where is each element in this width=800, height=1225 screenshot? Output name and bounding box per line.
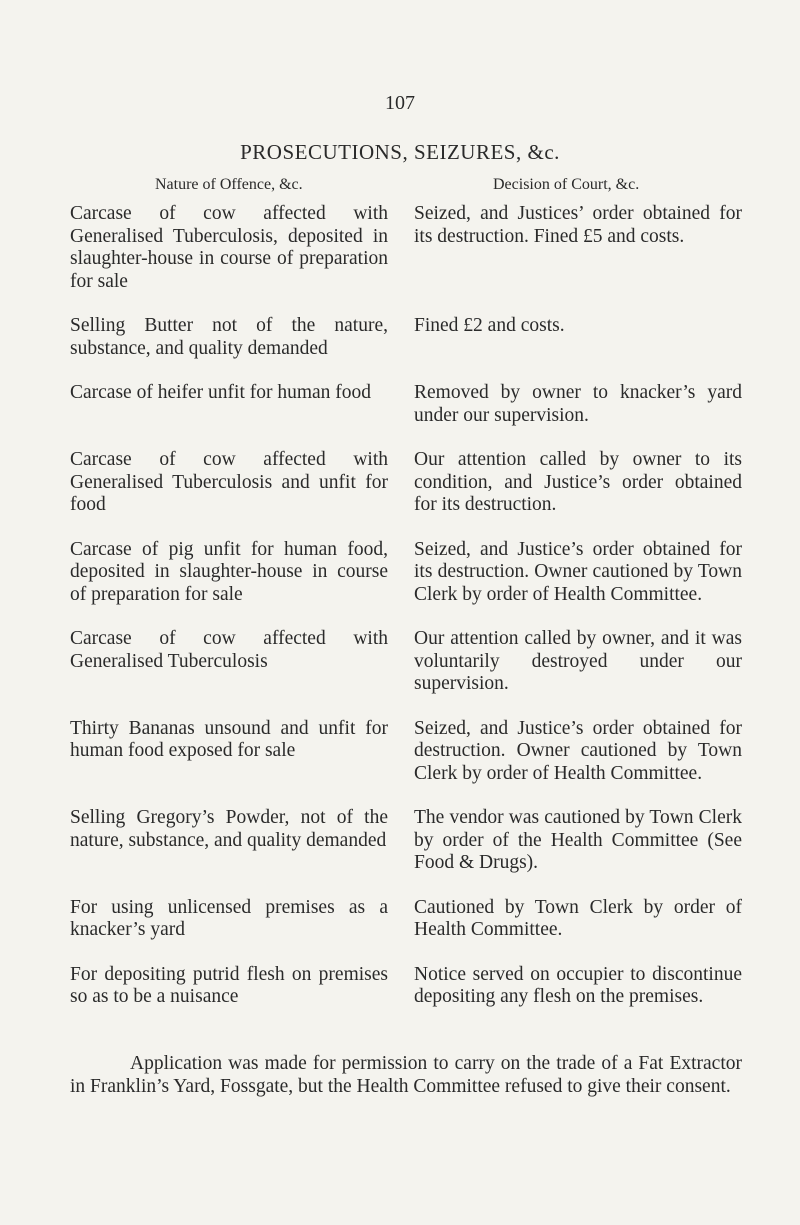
offence-cell: Selling Gregory’s Powder, not of the nature, substance, and quality demanded bbox=[70, 807, 388, 851]
offence-cell: Carcase of cow affected with Generalised Tuberculosis and unfit for food bbox=[70, 449, 388, 515]
prosecutions-table bbox=[70, 203, 742, 1009]
table-row bbox=[70, 449, 742, 517]
page-title: PROSECUTIONS, SEIZURES, &c. bbox=[240, 140, 560, 164]
column-heading-decision: Decision of Court, &c. bbox=[493, 176, 640, 193]
offence-cell: For depositing putrid flesh on premises so as to be a nuisance bbox=[70, 963, 388, 1007]
column-heading-offence: Nature of Offence, &c. bbox=[155, 176, 303, 193]
decision-cell: Removed by owner to knacker’s yard under our supervision. bbox=[414, 382, 742, 426]
table-row bbox=[70, 315, 742, 360]
offence-cell: Carcase of cow affected with Generalised Tuberculosis, deposited in slaughter-house in course of preparation for sale bbox=[70, 203, 388, 292]
offence-cell: Carcase of cow affected with Generalised Tuberculosis bbox=[70, 628, 388, 672]
offence-cell: Selling Butter not of the nature, substance, and quality demanded bbox=[70, 315, 388, 359]
table-row bbox=[70, 628, 742, 696]
decision-cell: Seized, and Justice’s order obtained for its destruction. Owner cautioned by Town Clerk by order of Health Committee. bbox=[414, 538, 742, 605]
table-row bbox=[70, 382, 742, 427]
offence-cell: Thirty Bananas unsound and unfit for human food exposed for sale bbox=[70, 717, 388, 761]
decision-cell: Seized, and Justices’ order obtained for its destruction. Fined £5 and costs. bbox=[414, 203, 742, 247]
footnote-paragraph: Application was made for permission to carry on the trade of a Fat Extractor in Franklin’s Yard, Fossgate, but the Health Committee refused to give their consent. bbox=[70, 1053, 742, 1097]
decision-cell: Notice served on occupier to discontinue depositing any flesh on the premises. bbox=[414, 963, 742, 1007]
decision-cell: The vendor was cautioned by Town Clerk by order of the Health Committee (See Food & Drugs). bbox=[414, 807, 742, 873]
decision-cell: Fined £2 and costs. bbox=[414, 315, 565, 336]
offence-cell: Carcase of heifer unfit for human food bbox=[70, 382, 372, 403]
decision-cell: Cautioned by Town Clerk by order of Health Committee. bbox=[414, 896, 742, 940]
table-row bbox=[70, 807, 742, 875]
table-row bbox=[70, 964, 742, 1009]
decision-cell: Our attention called by owner, and it was voluntarily destroyed under our supervision. bbox=[414, 628, 742, 694]
offence-cell: For using unlicensed premises as a knacker’s yard bbox=[70, 896, 388, 940]
table-row bbox=[70, 718, 742, 786]
decision-cell: Our attention called by owner to its condition, and Justice’s order obtained for its destruction. bbox=[414, 449, 742, 515]
table-row bbox=[70, 203, 742, 293]
offence-cell: Carcase of pig unfit for human food, deposited in slaughter-house in course of preparation for sale bbox=[70, 538, 388, 605]
decision-cell: Seized, and Justice’s order obtained for destruction. Owner cautioned by Town Clerk by order of Health Committee. bbox=[414, 717, 742, 784]
table-row bbox=[70, 539, 742, 607]
table-row bbox=[70, 897, 742, 942]
page-number: 107 bbox=[385, 92, 415, 114]
